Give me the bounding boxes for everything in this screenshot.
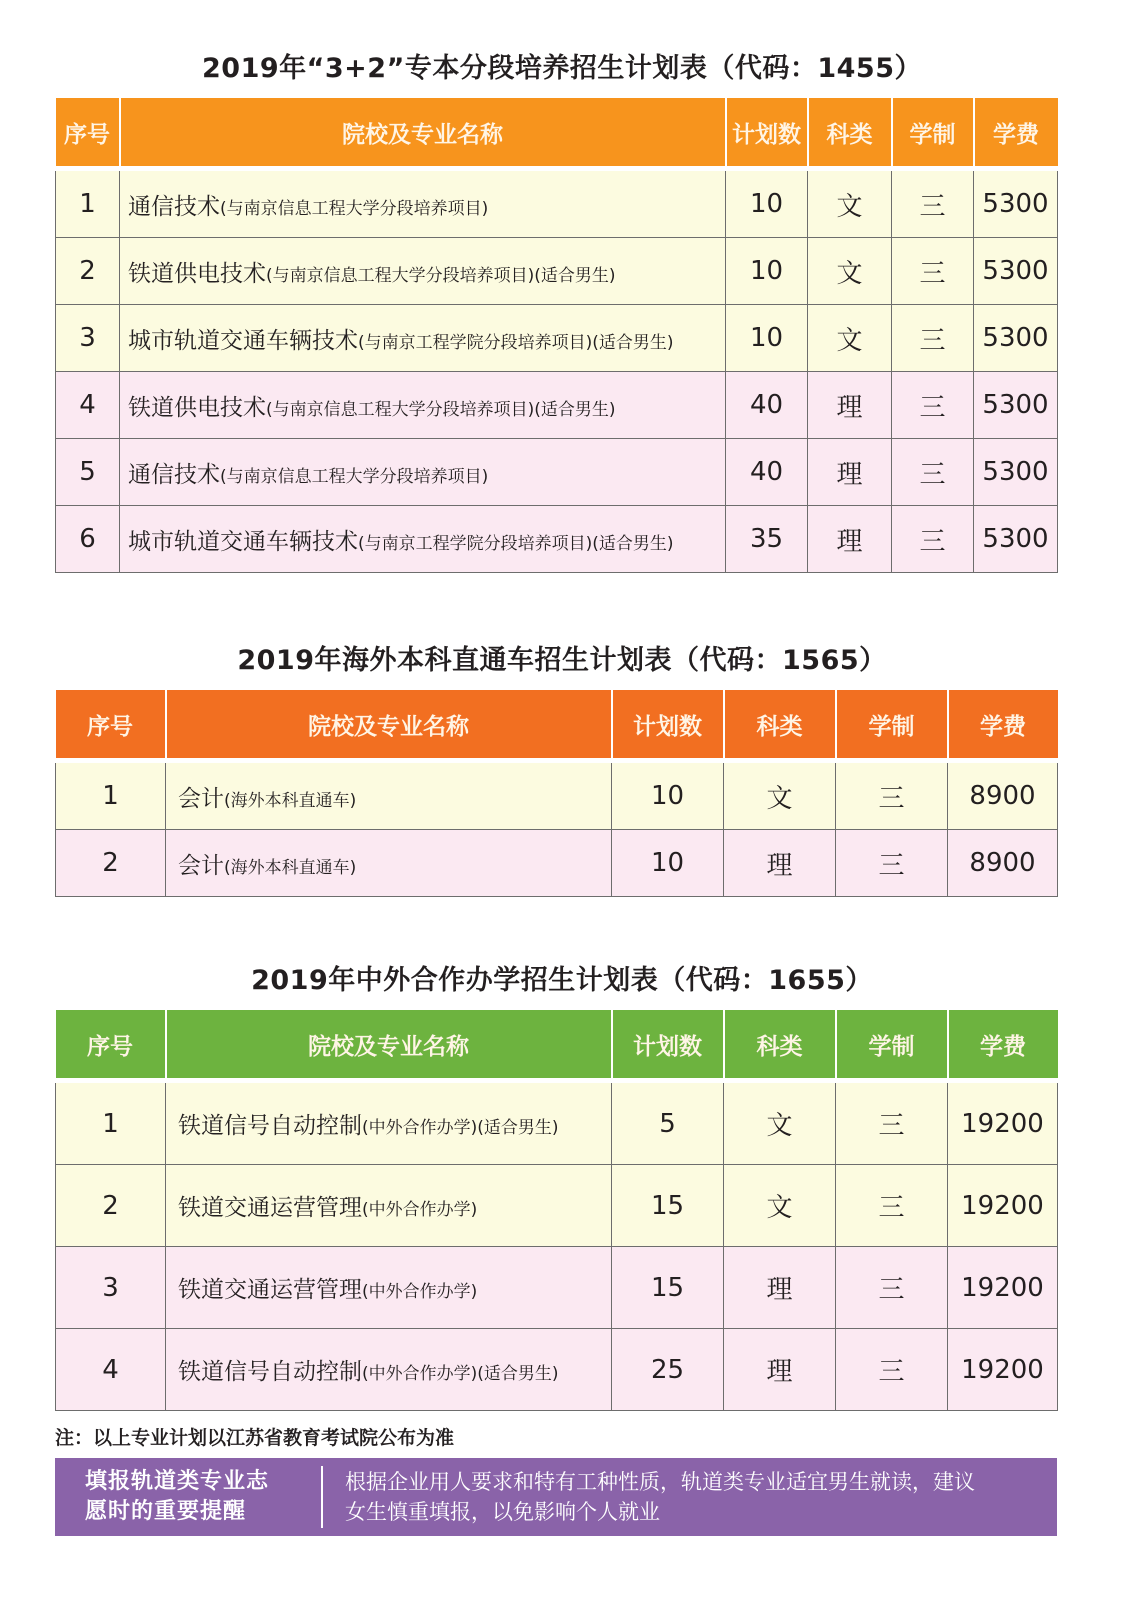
cell-no: 2: [56, 1165, 166, 1247]
cell-subject: 理: [808, 506, 892, 573]
cell-no: 6: [56, 506, 120, 573]
cell-fee: 19200: [948, 1329, 1058, 1411]
table-header-row: [56, 690, 1058, 761]
table3-title: 2019年中外合作办学招生计划表（代码：1655）: [251, 965, 873, 996]
cell-plan: 10: [726, 305, 808, 372]
cell-years: 三: [836, 830, 948, 897]
cell-subject: 文: [724, 761, 836, 830]
cell-no: 5: [56, 439, 120, 506]
reminder-divider: [321, 1466, 323, 1528]
cell-years: 三: [892, 305, 974, 372]
cell-fee: 5300: [974, 506, 1058, 573]
cell-plan: 35: [726, 506, 808, 573]
cell-major: [166, 1329, 612, 1411]
cell-years: 三: [892, 238, 974, 305]
table-header-row: [56, 1010, 1058, 1081]
cell-years: 三: [892, 372, 974, 439]
reminder-label: [55, 1467, 315, 1527]
reminder-text-line2: 女生慎重填报，以免影响个人就业: [345, 1500, 660, 1524]
cell-fee: 5300: [974, 372, 1058, 439]
cell-plan: 10: [612, 761, 724, 830]
table-row: [56, 238, 1058, 305]
cell-major: [166, 761, 612, 830]
cell-subject: 文: [808, 238, 892, 305]
major-name: 铁道信号自动控制: [178, 1359, 362, 1385]
col-header-subject: 科类: [724, 690, 836, 761]
major-name: 铁道交通运营管理: [178, 1277, 362, 1303]
table-row: [56, 506, 1058, 573]
cell-plan: 10: [612, 830, 724, 897]
cell-no: 3: [56, 1247, 166, 1329]
cell-subject: 文: [808, 169, 892, 238]
cell-subject: 理: [724, 1329, 836, 1411]
col-header-subject: 科类: [724, 1010, 836, 1081]
cell-fee: 5300: [974, 169, 1058, 238]
cell-years: 三: [892, 439, 974, 506]
cell-subject: 文: [724, 1081, 836, 1165]
cell-major: [166, 830, 612, 897]
major-note: (海外本科直通车): [224, 790, 357, 811]
col-header-no: 序号: [56, 690, 166, 761]
table3-sino-foreign-plan: [55, 1010, 1058, 1411]
cell-plan: 40: [726, 439, 808, 506]
cell-major: [120, 506, 726, 573]
col-header-no: 序号: [56, 1010, 166, 1081]
table-row: [56, 761, 1058, 830]
cell-subject: 理: [724, 1247, 836, 1329]
table-row: [56, 372, 1058, 439]
table2-overseas-plan: [55, 690, 1058, 897]
cell-major: [166, 1247, 612, 1329]
major-name: 铁道供电技术: [128, 260, 266, 287]
reminder-text-line1: 根据企业用人要求和特有工种性质，轨道类专业适宜男生就读，建议: [345, 1470, 975, 1494]
cell-subject: 理: [808, 439, 892, 506]
cell-years: 三: [836, 1081, 948, 1165]
cell-subject: 理: [808, 372, 892, 439]
col-header-years: 学制: [836, 690, 948, 761]
table-row: [56, 1165, 1058, 1247]
reminder-label-line1: 填报轨道类专业志: [85, 1469, 270, 1494]
cell-plan: 40: [726, 372, 808, 439]
table-row: [56, 439, 1058, 506]
major-note: (中外合作办学): [362, 1282, 478, 1302]
major-note: (与南京工程学院分段培养项目)(适合男生): [358, 332, 674, 353]
cell-major: [120, 169, 726, 238]
major-note: (海外本科直通车): [224, 857, 357, 878]
cell-fee: 8900: [948, 761, 1058, 830]
cell-no: 4: [56, 372, 120, 439]
major-name: 铁道信号自动控制: [178, 1113, 362, 1139]
major-note: (与南京信息工程大学分段培养项目): [220, 198, 489, 219]
col-header-no: 序号: [56, 98, 120, 169]
col-header-years: 学制: [892, 98, 974, 169]
table1-title: 2019年“3+2”专本分段培养招生计划表（代码：1455）: [202, 53, 922, 84]
table-row: [56, 1329, 1058, 1411]
cell-plan: 15: [612, 1247, 724, 1329]
col-header-subject: 科类: [808, 98, 892, 169]
cell-no: 1: [56, 169, 120, 238]
col-header-plan: 计划数: [726, 98, 808, 169]
major-name: 会计: [178, 852, 224, 879]
cell-no: 2: [56, 238, 120, 305]
cell-no: 3: [56, 305, 120, 372]
major-name: 城市轨道交通车辆技术: [128, 327, 358, 354]
cell-major: [120, 439, 726, 506]
major-name: 铁道交通运营管理: [178, 1195, 362, 1221]
cell-fee: 5300: [974, 305, 1058, 372]
major-note: (与南京信息工程大学分段培养项目)(适合男生): [266, 265, 616, 286]
cell-fee: 8900: [948, 830, 1058, 897]
cell-years: 三: [892, 506, 974, 573]
cell-major: [120, 238, 726, 305]
major-note: (与南京信息工程大学分段培养项目)(适合男生): [266, 399, 616, 420]
col-header-fee: 学费: [948, 1010, 1058, 1081]
cell-major: [166, 1081, 612, 1165]
table-row: [56, 305, 1058, 372]
table1-3plus2-plan: [55, 98, 1058, 573]
cell-major: [120, 372, 726, 439]
table-row: [56, 1081, 1058, 1165]
cell-subject: 文: [808, 305, 892, 372]
major-name: 铁道供电技术: [128, 394, 266, 421]
major-name: 通信技术: [128, 461, 220, 488]
major-note: (中外合作办学): [362, 1200, 478, 1220]
cell-fee: 5300: [974, 439, 1058, 506]
col-header-plan: 计划数: [612, 690, 724, 761]
col-header-name: 院校及专业名称: [166, 1010, 612, 1081]
footnote: 注：以上专业计划以江苏省教育考试院公布为准: [55, 1427, 455, 1449]
reminder-label-line2: 愿时的重要提醒: [85, 1499, 247, 1524]
major-name: 通信技术: [128, 193, 220, 220]
table-row: [56, 830, 1058, 897]
cell-no: 2: [56, 830, 166, 897]
col-header-name: 院校及专业名称: [120, 98, 726, 169]
reminder-text: [345, 1467, 1057, 1527]
major-note: (中外合作办学)(适合男生): [362, 1364, 559, 1384]
cell-plan: 5: [612, 1081, 724, 1165]
cell-fee: 19200: [948, 1165, 1058, 1247]
cell-years: 三: [892, 169, 974, 238]
col-header-name: 院校及专业名称: [166, 690, 612, 761]
cell-plan: 10: [726, 238, 808, 305]
cell-major: [120, 305, 726, 372]
col-header-years: 学制: [836, 1010, 948, 1081]
table2-title: 2019年海外本科直通车招生计划表（代码：1565）: [237, 645, 887, 676]
cell-plan: 15: [612, 1165, 724, 1247]
major-note: (与南京工程学院分段培养项目)(适合男生): [358, 533, 674, 554]
cell-plan: 25: [612, 1329, 724, 1411]
cell-years: 三: [836, 1165, 948, 1247]
cell-plan: 10: [726, 169, 808, 238]
col-header-fee: 学费: [974, 98, 1058, 169]
major-name: 城市轨道交通车辆技术: [128, 528, 358, 555]
cell-years: 三: [836, 1247, 948, 1329]
cell-years: 三: [836, 1329, 948, 1411]
col-header-fee: 学费: [948, 690, 1058, 761]
cell-no: 4: [56, 1329, 166, 1411]
cell-no: 1: [56, 1081, 166, 1165]
cell-fee: 5300: [974, 238, 1058, 305]
table-row: [56, 1247, 1058, 1329]
major-name: 会计: [178, 785, 224, 812]
cell-fee: 19200: [948, 1247, 1058, 1329]
col-header-plan: 计划数: [612, 1010, 724, 1081]
table-header-row: [56, 98, 1058, 169]
major-note: (与南京信息工程大学分段培养项目): [220, 466, 489, 487]
cell-subject: 理: [724, 830, 836, 897]
cell-subject: 文: [724, 1165, 836, 1247]
major-note: (中外合作办学)(适合男生): [362, 1118, 559, 1138]
important-reminder-box: [55, 1458, 1057, 1536]
cell-no: 1: [56, 761, 166, 830]
table-row: [56, 169, 1058, 238]
cell-major: [166, 1165, 612, 1247]
cell-fee: 19200: [948, 1081, 1058, 1165]
cell-years: 三: [836, 761, 948, 830]
